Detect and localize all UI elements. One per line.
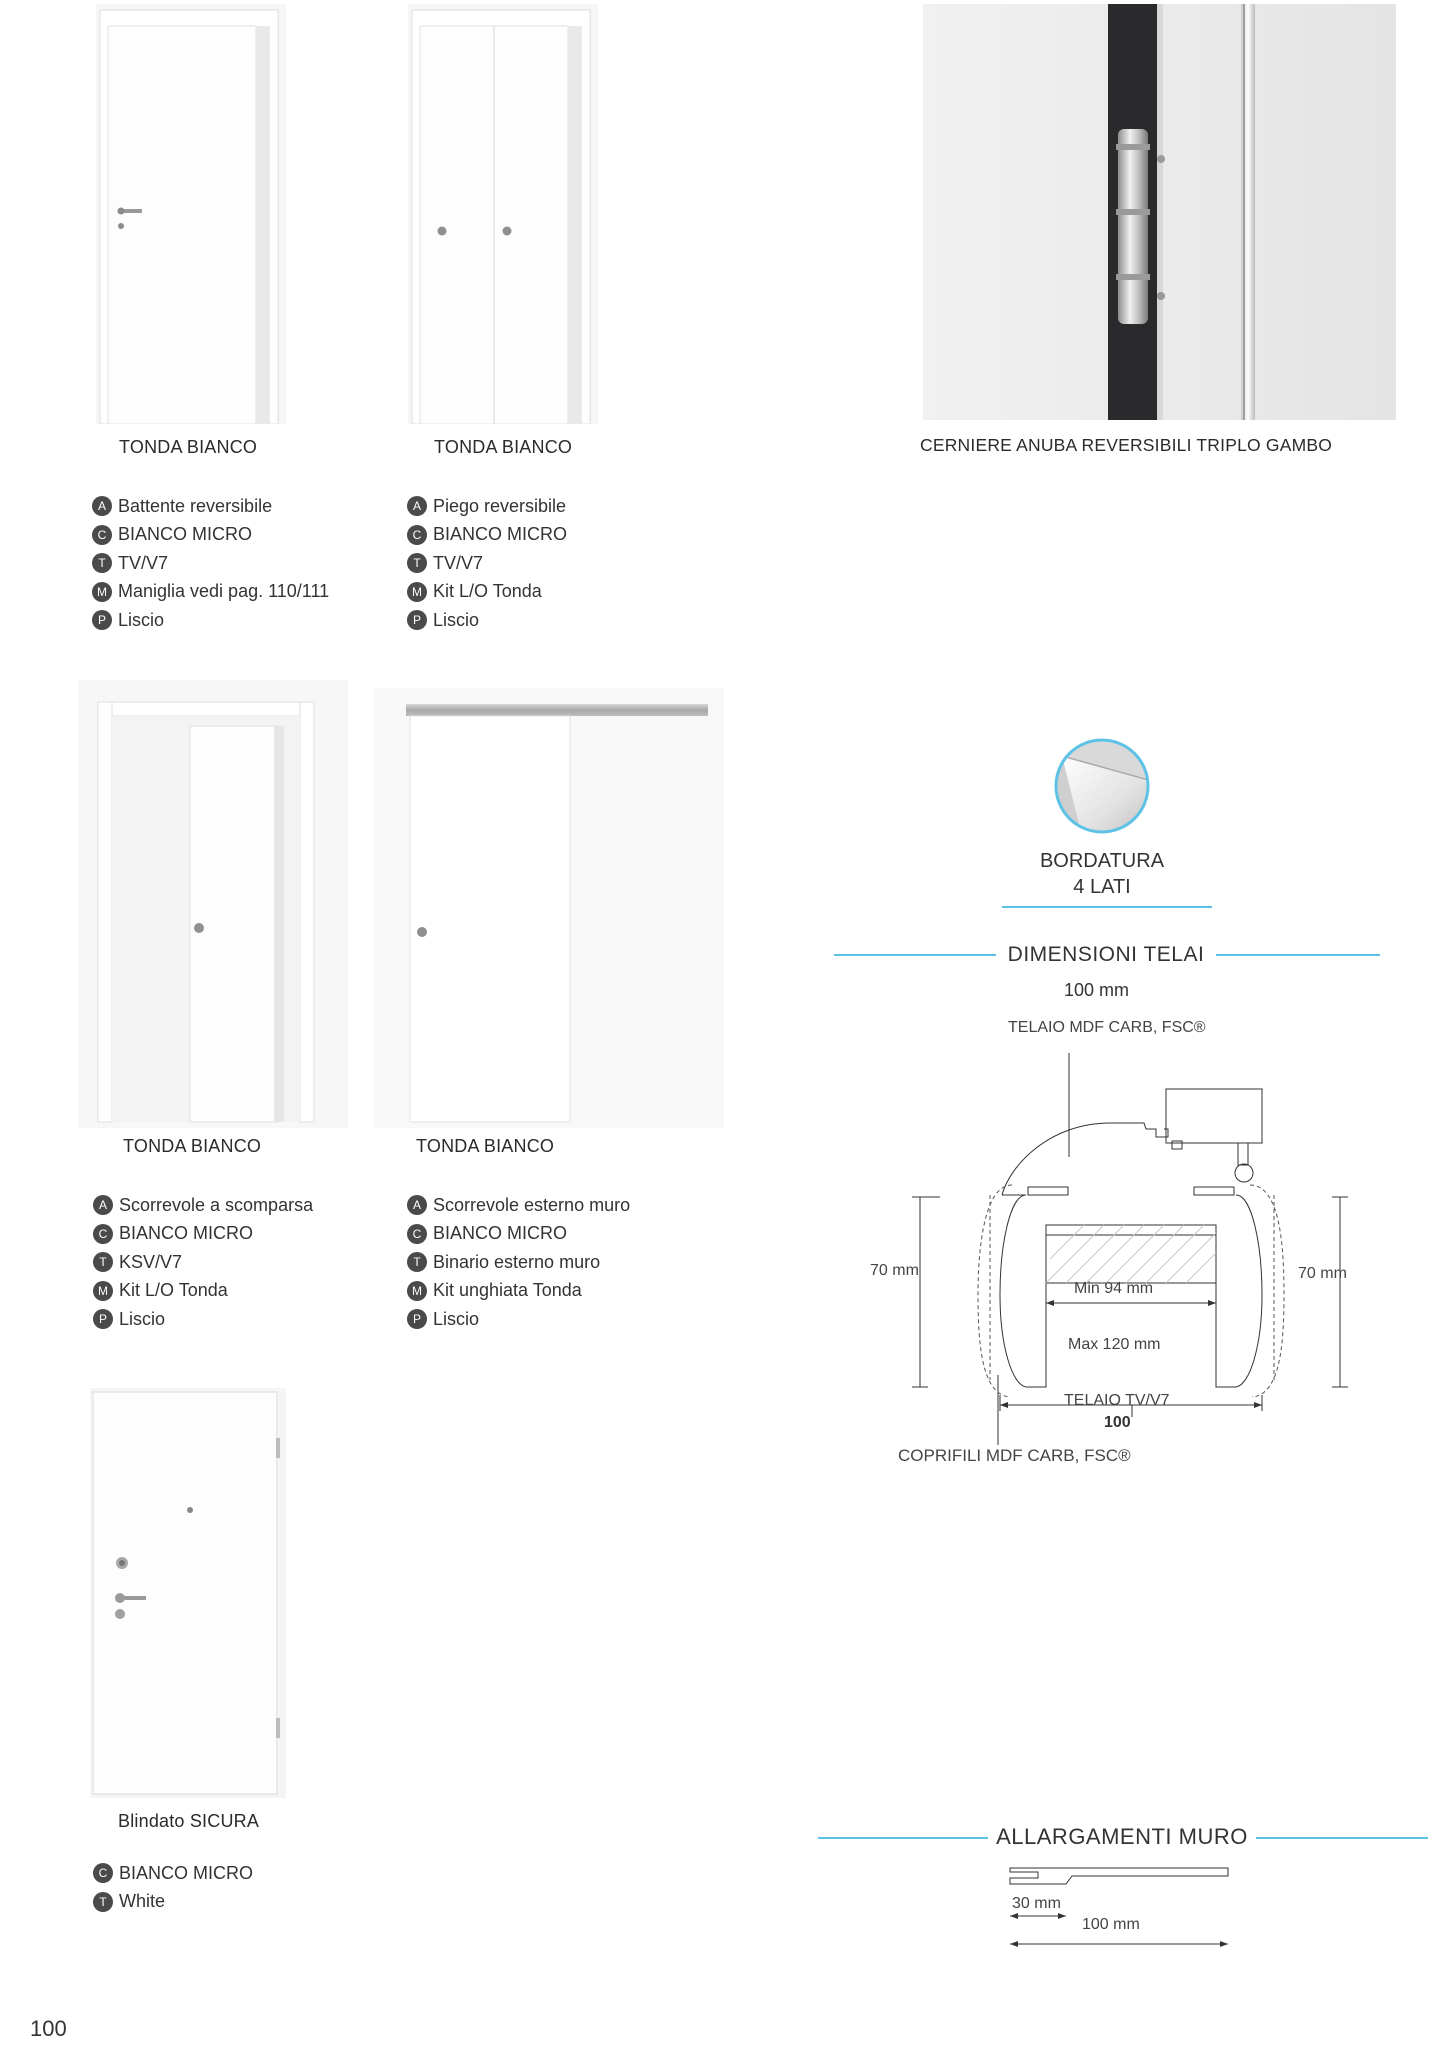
spec-item [92, 492, 329, 521]
badge-t: T [93, 1252, 113, 1272]
badge-t: T [92, 553, 112, 573]
badge-p: P [93, 1309, 113, 1329]
spec-list [93, 1191, 313, 1334]
frame-size: 100 mm [1064, 980, 1130, 1000]
spec-text: TV/V7 [118, 552, 169, 573]
product-caption: TONDA BIANCO [416, 1136, 555, 1156]
spec-item [92, 606, 329, 635]
badge-t: T [407, 553, 427, 573]
spec-text: Binario esterno muro [433, 1251, 601, 1272]
badge-m: M [407, 582, 427, 602]
telaio-label: TELAIO MDF CARB, FSC® [1008, 1019, 1206, 1036]
spec-text: BIANCO MICRO [433, 524, 568, 545]
spec-text: BIANCO MICRO [433, 1223, 568, 1244]
spec-item [92, 549, 329, 578]
spec-item [407, 1220, 630, 1249]
edging-swatch [1052, 736, 1152, 836]
door-image-esterno-muro [374, 688, 724, 1128]
spec-item [93, 1305, 313, 1334]
left-height-label: 70 mm [870, 1262, 919, 1279]
hinge-caption: CERNIERE ANUBA REVERSIBILI TRIPLO GAMBO [920, 435, 1333, 455]
page-number: 100 [30, 2016, 67, 2041]
spec-text: Kit unghiata Tonda [433, 1280, 582, 1301]
frame-code-label: 100 [1104, 1414, 1131, 1431]
badge-c: C [92, 525, 112, 545]
spec-text: BIANCO MICRO [119, 1862, 254, 1883]
spec-item [407, 521, 567, 550]
spec-text: Liscio [118, 609, 165, 630]
door-image-scomparsa [78, 680, 348, 1128]
badge-t: T [93, 1892, 113, 1912]
edging-line1: BORDATURA [1039, 850, 1165, 872]
spec-item [407, 1191, 630, 1220]
spec-item [93, 1859, 253, 1888]
spec-text: KSV/V7 [119, 1251, 183, 1272]
spec-item [93, 1191, 313, 1220]
spec-text: Liscio [119, 1308, 166, 1329]
badge-p: P [407, 610, 427, 630]
spec-text: Kit L/O Tonda [433, 581, 542, 602]
spec-item [93, 1277, 313, 1306]
spec-list [92, 492, 329, 635]
badge-a: A [407, 496, 427, 516]
dimensions-rule-right [1216, 954, 1380, 956]
spec-text: Maniglia vedi pag. 110/111 [118, 581, 330, 602]
spec-item [407, 1277, 630, 1306]
badge-p: P [407, 1309, 427, 1329]
right-height-label: 70 mm [1298, 1265, 1347, 1282]
spec-text: Battente reversibile [118, 495, 273, 516]
spec-text: White [119, 1891, 166, 1912]
spec-item [93, 1888, 253, 1917]
extensions-rule-right [1256, 1837, 1428, 1839]
extensions-rule-left [818, 1837, 988, 1839]
extensions-title: ALLARGAMENTI MURO [996, 1824, 1248, 1849]
spec-text: Scorrevole a scomparsa [119, 1194, 314, 1215]
frame-section-diagram [860, 1045, 1400, 1475]
spec-item [407, 1248, 630, 1277]
product-caption: TONDA BIANCO [434, 437, 573, 457]
edging-line2: 4 LATI [1073, 876, 1131, 898]
spec-text: Scorrevole esterno muro [433, 1194, 631, 1215]
spec-list [407, 492, 567, 635]
badge-m: M [407, 1281, 427, 1301]
spec-text: Liscio [433, 1308, 480, 1329]
spec-item [92, 521, 329, 550]
frame-name-label: TELAIO TV/V7 [1064, 1392, 1170, 1409]
hinge-photo [923, 4, 1396, 420]
badge-a: A [93, 1195, 113, 1215]
spec-text: TV/V7 [433, 552, 484, 573]
badge-m: M [92, 582, 112, 602]
edging-underline [1002, 906, 1212, 908]
spec-item [407, 1305, 630, 1334]
max-width-label: Max 120 mm [1068, 1336, 1161, 1353]
badge-m: M [93, 1281, 113, 1301]
door-image-battente [96, 4, 286, 424]
product-caption: TONDA BIANCO [123, 1136, 262, 1156]
spec-item [407, 606, 567, 635]
door-image-blindato [90, 1388, 286, 1798]
badge-p: P [92, 610, 112, 630]
spec-item [407, 578, 567, 607]
coprifili-label: COPRIFILI MDF CARB, FSC® [898, 1446, 1131, 1465]
spec-text: BIANCO MICRO [118, 524, 253, 545]
spec-item [93, 1248, 313, 1277]
extension-width-label: 100 mm [1082, 1916, 1140, 1933]
badge-c: C [93, 1224, 113, 1244]
extension-thickness-label: 30 mm [1012, 1895, 1061, 1912]
badge-c: C [407, 525, 427, 545]
spec-text: Kit L/O Tonda [119, 1280, 228, 1301]
product-caption: Blindato SICURA [118, 1811, 260, 1831]
spec-text: BIANCO MICRO [119, 1223, 254, 1244]
min-width-label: Min 94 mm [1074, 1280, 1154, 1297]
spec-item [407, 549, 567, 578]
spec-list [93, 1859, 253, 1916]
badge-c: C [407, 1224, 427, 1244]
spec-text: Piego reversibile [433, 495, 567, 516]
badge-t: T [407, 1252, 427, 1272]
spec-item [407, 492, 567, 521]
edging-label [1002, 848, 1202, 900]
door-image-piego [408, 4, 598, 424]
badge-c: C [93, 1863, 113, 1883]
spec-item [92, 578, 329, 607]
spec-list [407, 1191, 630, 1334]
dimensions-rule-left [834, 954, 996, 956]
product-caption: TONDA BIANCO [119, 437, 258, 457]
spec-item [93, 1220, 313, 1249]
badge-a: A [407, 1195, 427, 1215]
badge-a: A [92, 496, 112, 516]
spec-text: Liscio [433, 609, 480, 630]
dimensions-title: DIMENSIONI TELAI [1007, 943, 1205, 966]
